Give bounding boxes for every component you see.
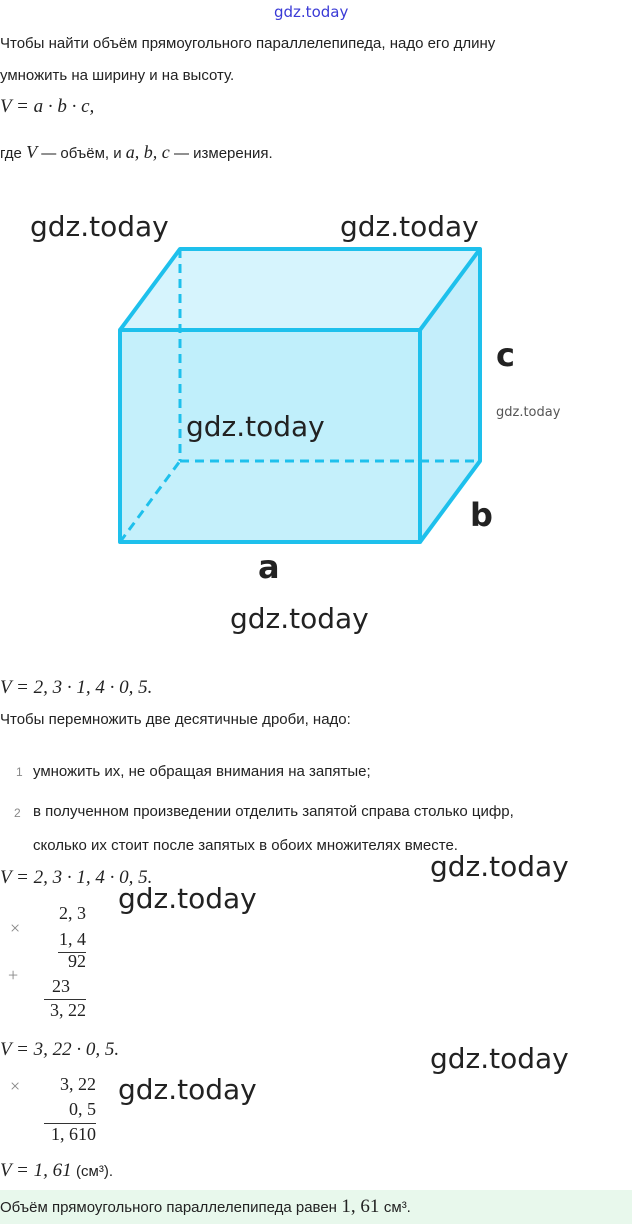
watermark-fig-2: gdz.today bbox=[340, 210, 479, 243]
rule-title: Чтобы перемножить две десятичные дроби, надо: bbox=[0, 711, 351, 728]
box-top-face bbox=[120, 249, 480, 330]
final-answer-value: 1, 61 bbox=[341, 1196, 380, 1217]
calc3-multiply-sign: × bbox=[10, 1076, 21, 1096]
final-answer-line bbox=[0, 1196, 411, 1218]
label-c: c bbox=[496, 336, 515, 374]
where-v: V bbox=[26, 142, 38, 162]
label-a: a bbox=[258, 548, 280, 586]
watermark-calc2-2: gdz.today bbox=[118, 882, 257, 915]
top-watermark: gdz.today bbox=[274, 3, 349, 21]
rule-item-2-text-2: сколько их стоит после запятых в обоих множителях вместе. bbox=[33, 837, 458, 854]
watermark-calc2-1: gdz.today bbox=[430, 850, 569, 883]
calc3-row-2: 0, 5 bbox=[69, 1099, 96, 1119]
watermark-fig-3: gdz.today bbox=[186, 410, 325, 443]
where-vars: a, b, c bbox=[125, 142, 170, 162]
calc1-formula: V = 2, 3 · 1, 4 · 0, 5. bbox=[0, 677, 153, 698]
calc2-row-5: 3, 22 bbox=[50, 1000, 86, 1020]
rule-item-1-text: умножить их, не обращая внимания на запятые; bbox=[33, 763, 371, 780]
rule-item-2-num: 2 bbox=[14, 806, 21, 820]
intro-line-2: умножить на ширину и на высоту. bbox=[0, 67, 235, 84]
watermark-calc3-1: gdz.today bbox=[430, 1042, 569, 1075]
result-unit: (см³). bbox=[76, 1163, 114, 1180]
watermark-fig-5: gdz.today bbox=[230, 602, 369, 635]
calc2-row-1: 2, 3 bbox=[59, 903, 86, 923]
definition-line bbox=[0, 142, 273, 163]
result-line bbox=[0, 1160, 113, 1182]
calc2-multiply-sign: × bbox=[10, 918, 21, 938]
calc3-row-3: 1, 610 bbox=[51, 1124, 96, 1144]
calc2-row-2: 1, 4 bbox=[59, 929, 86, 949]
watermark-calc3-2: gdz.today bbox=[118, 1073, 257, 1106]
volume-formula: V = a · b · c, bbox=[0, 96, 95, 117]
rule-item-1-num: 1 bbox=[16, 765, 23, 779]
calc3-row-1: 3, 22 bbox=[60, 1074, 96, 1094]
calc2-plus-sign: + bbox=[8, 965, 19, 985]
watermark-fig-1: gdz.today bbox=[30, 210, 169, 243]
final-answer-unit: см³. bbox=[383, 1199, 411, 1216]
label-b: b bbox=[470, 496, 493, 534]
rule-item-2-text-1: в полученном произведении отделить запятой справа столько цифр, bbox=[33, 803, 514, 820]
calc3-formula: V = 3, 22 · 0, 5. bbox=[0, 1039, 120, 1060]
watermark-fig-4: gdz.today bbox=[496, 405, 561, 420]
final-answer-text: Объём прямоугольного параллелепипеда равен bbox=[0, 1199, 337, 1216]
calc2-row-4: 23 bbox=[52, 976, 70, 996]
result-formula: V = 1, 61 bbox=[0, 1160, 72, 1181]
final-answer-box bbox=[0, 1190, 632, 1224]
where-prefix: где bbox=[0, 145, 22, 162]
where-suffix: — измерения. bbox=[173, 145, 273, 162]
calc2-row-3: 92 bbox=[68, 951, 86, 971]
intro-line-1: Чтобы найти объём прямоугольного параллелепипеда, надо его длину bbox=[0, 35, 496, 52]
calc2-formula: V = 2, 3 · 1, 4 · 0, 5. bbox=[0, 867, 153, 888]
where-mid: — объём, и bbox=[41, 145, 122, 162]
